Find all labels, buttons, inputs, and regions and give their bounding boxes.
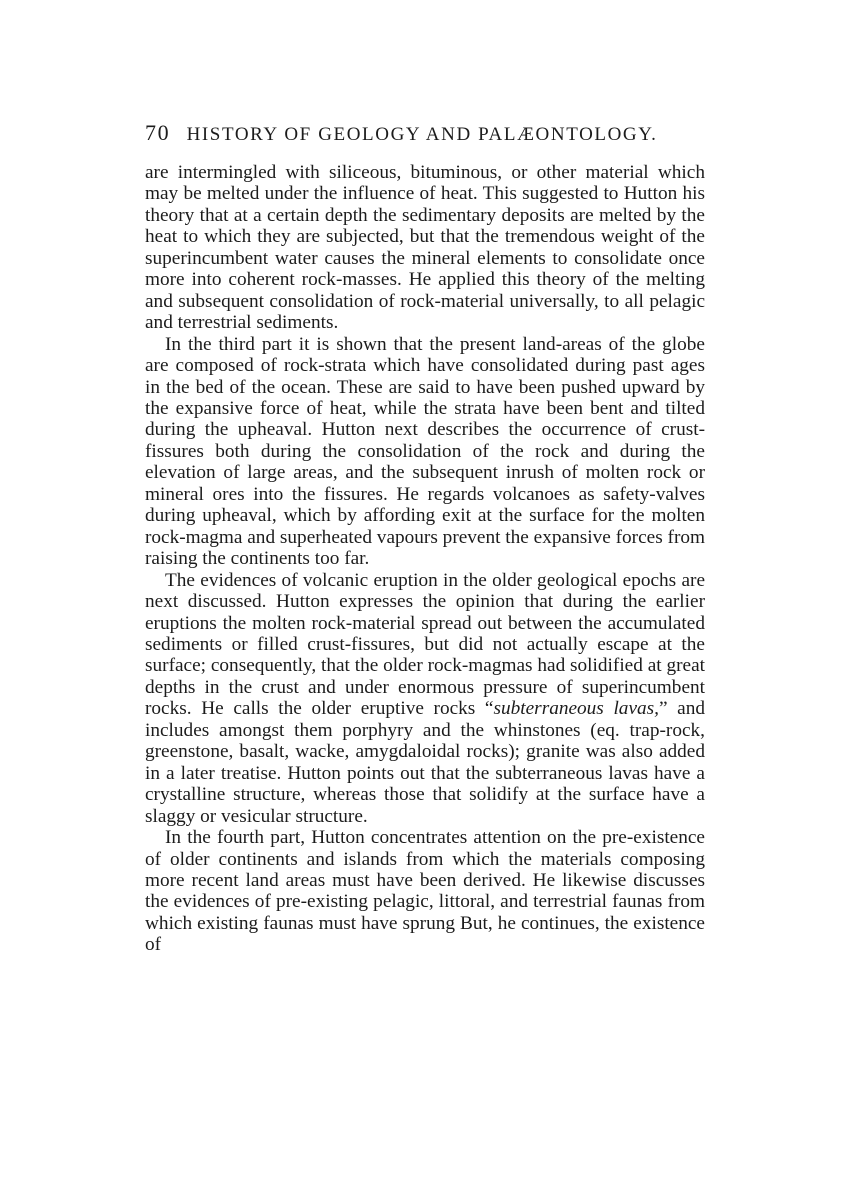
page-number: 70	[145, 120, 171, 145]
paragraph-3-text-before: The evidences of volcanic eruption in the older geological epochs are next discussed. Hutton expresses the opinion that during the earlier eruptions the molten rock-material spread out between the accumulated sediments or filled crust-fissures, but did not actually escape at the surface; consequently, that the older rock-magmas had solidified at great depths in the crust and under enormous pressure of superincumbent rocks. He calls the older eruptive rocks “	[145, 569, 705, 720]
running-head	[145, 118, 705, 148]
body-text	[145, 162, 705, 956]
running-title: HISTORY OF GEOLOGY AND PALÆONTOLOGY.	[186, 124, 658, 145]
paragraph-2: In the third part it is shown that the present land-areas of the globe are composed of rock-strata which have consolidated during past ages in the bed of the ocean. These are said to have been pushed upward by the expansive force of heat, while the strata have been bent and tilted during the upheaval. Hutton next describes the occurrence of crust-fissures both during the consolidation of the rock and during the elevation of large areas, and the subsequent inrush of molten rock or mineral ores into the fissures. He regards volcanoes as safety-valves during upheaval, which by affording exit at the surface for the molten rock-magma and superheated vapours prevent the expansive forces from raising the continents too far.	[145, 333, 706, 570]
paragraph-3-italic-term: subterraneous lavas,	[493, 698, 659, 720]
paragraph-1: are intermingled with siliceous, bituminous, or other material which may be melted under the influence of heat. This suggested to Hutton his theory that at a certain depth the sedimentary deposits are melted by the heat to which they are subjected, but that the tremendous weight of the superincumbent water causes the mineral elements to consolidate once more into coherent rock-masses. He applied this theory of the melting and subsequent consolidation of rock-material universally, to all pelagic and terrestrial sediments.	[145, 162, 705, 334]
book-page	[145, 118, 705, 956]
paragraph-3-text-after: ” and includes amongst them porphyry and the whinstones (eq. trap-rock, greenstone, basalt, wacke, amygdaloidal rocks); granite was also added in a later treatise. Hutton points out that the subterraneous lavas have a crystalline structure, whereas those that solidify at the surface have a slaggy or vesicular structure.	[145, 698, 705, 827]
paragraph-4: In the fourth part, Hutton concentrates attention on the pre-existence of older continents and islands from which the materials composing more recent land areas must have been derived. He likewise discusses the evidences of pre-existing pelagic, littoral, and terrestrial faunas from which existing faunas must have sprung But, he continues, the existence of	[145, 827, 705, 956]
paragraph-3	[145, 570, 705, 827]
